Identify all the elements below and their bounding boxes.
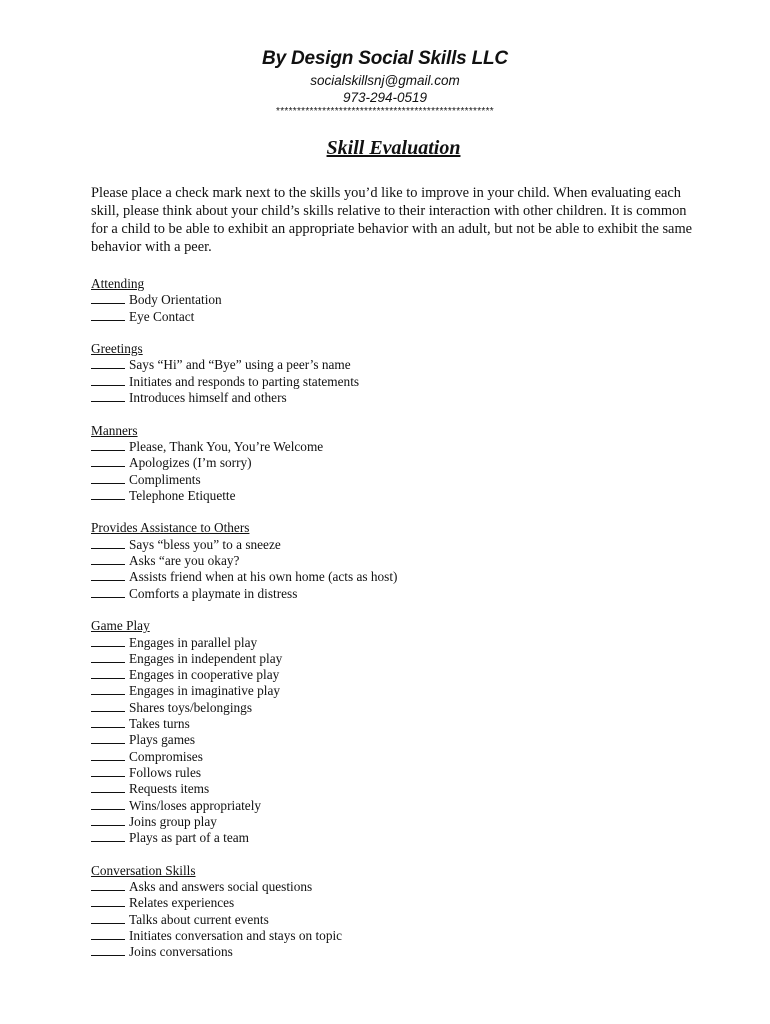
skill-item xyxy=(91,651,691,667)
skill-label: Plays as part of a team xyxy=(129,830,250,846)
skill-label: Asks “are you okay? xyxy=(129,553,240,569)
check-blank[interactable] xyxy=(91,716,125,728)
skill-label: Body Orientation xyxy=(129,292,222,308)
check-blank[interactable] xyxy=(91,553,125,565)
contact-phone: 973-294-0519 xyxy=(342,90,428,105)
check-blank[interactable] xyxy=(91,683,125,695)
skill-label: Says “bless you” to a sneeze xyxy=(129,536,281,552)
skill-item xyxy=(91,749,691,765)
skill-label: Initiates and responds to parting statements xyxy=(129,373,360,389)
skill-item xyxy=(91,439,691,455)
contact-email: socialskillsnj@gmail.com xyxy=(310,73,460,88)
skill-section xyxy=(91,618,691,846)
check-blank[interactable] xyxy=(91,879,125,891)
skill-item xyxy=(91,700,691,716)
skill-label: Wins/loses appropriately xyxy=(129,797,262,813)
skill-label: Apologizes (I’m sorry) xyxy=(129,455,252,471)
skill-item xyxy=(91,716,691,732)
skill-item xyxy=(91,488,691,504)
skill-section xyxy=(91,423,691,504)
skill-section xyxy=(91,341,691,406)
skill-label: Engages in imaginative play xyxy=(129,683,281,699)
skill-item xyxy=(91,472,691,488)
skill-label: Joins group play xyxy=(129,813,217,829)
skill-item xyxy=(91,635,691,651)
skill-item xyxy=(91,944,691,960)
skill-label: Engages in cooperative play xyxy=(129,667,280,683)
section-title: Conversation Skills xyxy=(91,862,196,878)
check-blank[interactable] xyxy=(91,895,125,907)
check-blank[interactable] xyxy=(91,439,125,451)
skill-label: Says “Hi” and “Bye” using a peer’s name xyxy=(129,357,351,373)
check-blank[interactable] xyxy=(91,357,125,369)
skill-item xyxy=(91,390,691,406)
section-title: Greetings xyxy=(91,341,143,357)
check-blank[interactable] xyxy=(91,814,125,826)
skill-label: Introduces himself and others xyxy=(129,390,287,406)
skill-label: Telephone Etiquette xyxy=(129,487,236,503)
skill-item xyxy=(91,667,691,683)
check-blank[interactable] xyxy=(91,798,125,810)
check-blank[interactable] xyxy=(91,781,125,793)
skill-label: Please, Thank You, You’re Welcome xyxy=(129,438,324,454)
skill-item xyxy=(91,879,691,895)
skill-label: Comforts a playmate in distress xyxy=(129,585,298,601)
skill-item xyxy=(91,814,691,830)
skill-label: Eye Contact xyxy=(129,308,195,324)
check-blank[interactable] xyxy=(91,667,125,679)
company-name: By Design Social Skills LLC xyxy=(262,48,508,69)
skill-label: Assists friend when at his own home (acts as host) xyxy=(129,569,398,585)
check-blank[interactable] xyxy=(91,749,125,761)
skill-label: Talks about current events xyxy=(129,911,269,927)
check-blank[interactable] xyxy=(91,765,125,777)
skill-label: Takes turns xyxy=(129,716,190,732)
skill-item xyxy=(91,586,691,602)
skill-item xyxy=(91,292,691,308)
skill-section xyxy=(91,520,691,601)
skill-item xyxy=(91,895,691,911)
skill-item xyxy=(91,553,691,569)
check-blank[interactable] xyxy=(91,537,125,549)
skill-item xyxy=(91,912,691,928)
check-blank[interactable] xyxy=(91,292,125,304)
skill-item xyxy=(91,928,691,944)
letterhead xyxy=(0,46,770,118)
star-divider: **************************************************** xyxy=(276,106,494,117)
check-blank[interactable] xyxy=(91,569,125,581)
section-title: Manners xyxy=(91,422,138,438)
skill-label: Initiates conversation and stays on topic xyxy=(129,927,343,943)
skill-item xyxy=(91,309,691,325)
check-blank[interactable] xyxy=(91,455,125,467)
skill-item xyxy=(91,798,691,814)
skill-item xyxy=(91,781,691,797)
section-title: Game Play xyxy=(91,618,150,634)
skill-label: Compromises xyxy=(129,748,203,764)
check-blank[interactable] xyxy=(91,700,125,712)
check-blank[interactable] xyxy=(91,635,125,647)
check-blank[interactable] xyxy=(91,944,125,956)
check-blank[interactable] xyxy=(91,732,125,744)
check-blank[interactable] xyxy=(91,912,125,924)
skill-sections xyxy=(91,276,691,977)
skill-item xyxy=(91,374,691,390)
check-blank[interactable] xyxy=(91,488,125,500)
skill-item xyxy=(91,357,691,373)
check-blank[interactable] xyxy=(91,586,125,598)
intro-paragraph: Please place a check mark next to the skills you’d like to improve in your child. When evaluating each skill, please think about your child’s skills relative to their interaction with other children. It is common for a child to be able to exhibit an appropriate behavior with an adult, but not be able to exhibit the same behavior with a peer. xyxy=(91,185,693,255)
skill-item xyxy=(91,569,691,585)
skill-item xyxy=(91,537,691,553)
section-title: Provides Assistance to Others xyxy=(91,520,250,536)
skill-item xyxy=(91,732,691,748)
skill-label: Requests items xyxy=(129,781,210,797)
skill-label: Follows rules xyxy=(129,764,202,780)
skill-label: Relates experiences xyxy=(129,895,235,911)
skill-section xyxy=(91,276,691,325)
skill-label: Engages in independent play xyxy=(129,650,283,666)
skill-item xyxy=(91,830,691,846)
skill-label: Engages in parallel play xyxy=(129,634,258,650)
skill-label: Joins conversations xyxy=(129,944,233,960)
document-title: Skill Evaluation xyxy=(326,137,461,159)
skill-label: Asks and answers social questions xyxy=(129,878,313,894)
skill-section xyxy=(91,863,691,961)
skill-item xyxy=(91,683,691,699)
skill-label: Shares toys/belongings xyxy=(129,699,252,715)
section-title: Attending xyxy=(91,276,145,291)
check-blank[interactable] xyxy=(91,830,125,842)
check-blank[interactable] xyxy=(91,472,125,484)
skill-item xyxy=(91,455,691,471)
check-blank[interactable] xyxy=(91,390,125,402)
skill-item xyxy=(91,765,691,781)
check-blank[interactable] xyxy=(91,928,125,940)
check-blank[interactable] xyxy=(91,651,125,663)
check-blank[interactable] xyxy=(91,309,125,321)
skill-label: Compliments xyxy=(129,471,201,487)
skill-label: Plays games xyxy=(129,732,196,748)
check-blank[interactable] xyxy=(91,374,125,386)
